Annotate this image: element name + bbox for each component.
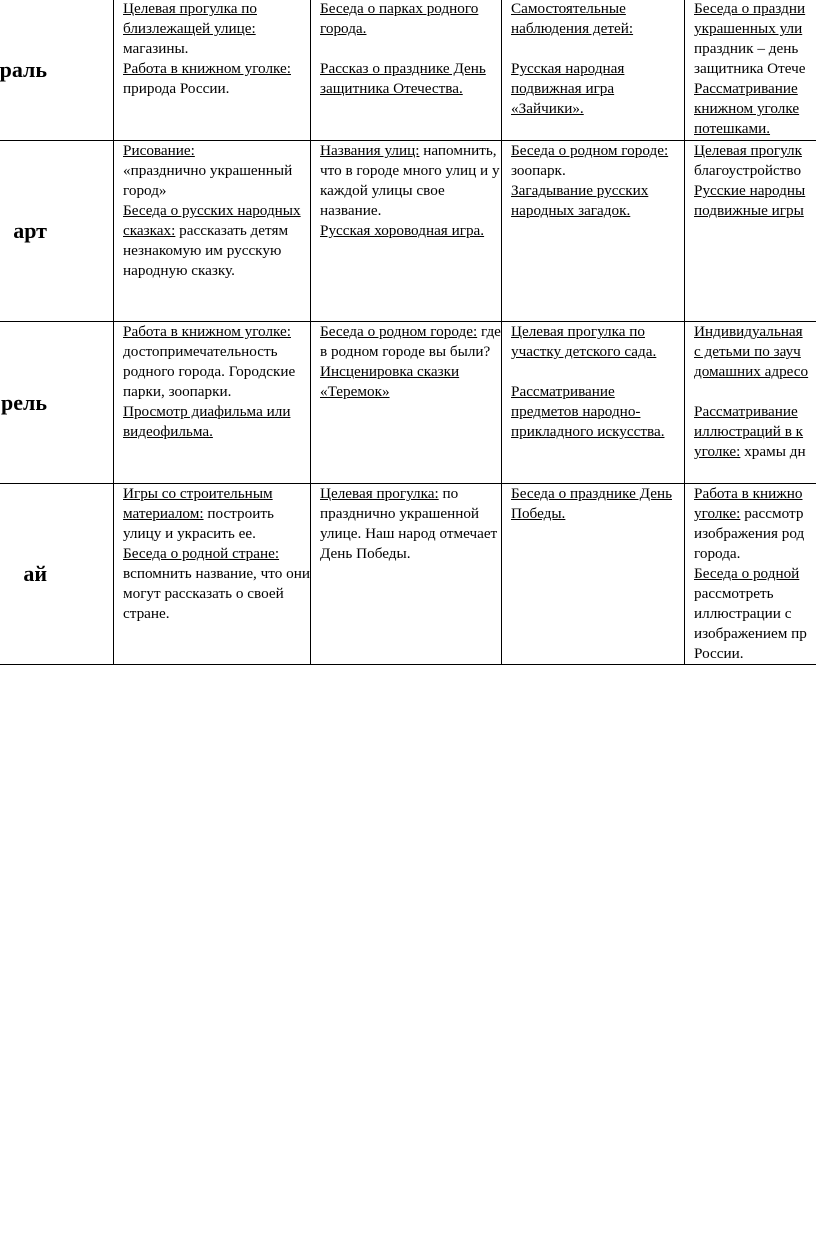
month-label: рель bbox=[1, 389, 47, 415]
activity-body-text: защитника Отече bbox=[694, 60, 806, 77]
activity-body-text: достопримечательность родного города. Городские парки, зоопарки. bbox=[123, 343, 296, 400]
table-row bbox=[0, 484, 816, 665]
activity-body-text: иллюстрации с bbox=[694, 605, 792, 622]
activity-heading-text: Индивидуальная bbox=[694, 323, 803, 340]
activity-heading-text: Беседа о празднике День Победы. bbox=[511, 485, 673, 522]
month-label: арт bbox=[13, 218, 47, 243]
activity-heading-text: Целевая прогулка: bbox=[320, 485, 439, 502]
activity-heading-text: украшенных ули bbox=[694, 20, 803, 37]
activity-body-text: напомнить, что в городе много улиц и у каждой улицы свое название. bbox=[320, 142, 500, 219]
activity-cell bbox=[502, 484, 685, 665]
activity-cell bbox=[685, 141, 816, 322]
table-row bbox=[0, 322, 816, 484]
activity-heading-text: потешками. bbox=[694, 120, 771, 137]
activity-heading-text: иллюстраций в к bbox=[694, 423, 804, 440]
paragraph-gap bbox=[694, 382, 816, 402]
activity-heading-text: с детьми по зауч bbox=[694, 343, 801, 360]
activity-heading-text: Целевая прогулка по близлежащей улице: bbox=[123, 0, 257, 37]
activity-body-text: изображением пр bbox=[694, 625, 807, 642]
activity-heading-text: Рисование: bbox=[123, 142, 195, 159]
month-cell bbox=[0, 141, 114, 322]
activity-cell bbox=[114, 141, 311, 322]
activity-body-text: вспомнить название, что они могут рассказать о своей стране. bbox=[123, 565, 310, 622]
activity-heading-text: Беседа о родной bbox=[694, 565, 800, 582]
activity-cell bbox=[311, 141, 502, 322]
activity-heading-text: Русская хороводная игра. bbox=[320, 222, 485, 239]
paragraph-gap bbox=[511, 362, 684, 382]
activity-body-text: храмы дн bbox=[740, 443, 806, 460]
activity-body-text: зоопарк. bbox=[511, 162, 566, 179]
activity-heading-text: Самостоятельные наблюдения детей: bbox=[511, 0, 634, 37]
activity-heading-text: Работа в книжном уголке: bbox=[123, 323, 291, 340]
activity-heading-text: Беседа о родном городе: bbox=[511, 142, 669, 159]
activity-heading-text: Работа в книжно bbox=[694, 485, 803, 502]
activity-cell bbox=[502, 322, 685, 484]
activity-heading-text: Рассказ о празднике День защитника Отечества. bbox=[320, 60, 486, 97]
activity-heading-text: Рассматривание bbox=[694, 80, 798, 97]
activity-cell bbox=[114, 0, 311, 141]
activity-body-text: построить улицу и украсить ее. bbox=[123, 505, 274, 542]
activity-cell bbox=[502, 0, 685, 141]
month-label: ай bbox=[23, 561, 47, 586]
month-label: раль bbox=[0, 56, 47, 82]
activity-heading-text: книжном уголке bbox=[694, 100, 800, 117]
activity-heading-text: Русская народная подвижная игра «Зайчики». bbox=[511, 60, 625, 117]
paragraph-gap bbox=[511, 39, 684, 59]
activity-body-text: магазины. bbox=[123, 40, 189, 57]
activity-cell bbox=[114, 322, 311, 484]
activity-heading-text: Целевая прогулка по участку детского сада. bbox=[511, 323, 657, 360]
activity-heading-text: Работа в книжном уголке: bbox=[123, 60, 291, 77]
activity-heading-text: Русские народны bbox=[694, 182, 806, 199]
activity-heading-text: Названия улиц: bbox=[320, 142, 420, 159]
activity-heading-text: Рассматривание bbox=[694, 403, 798, 420]
activity-body-text: рассказать детям незнакомую им русскую народную сказку. bbox=[123, 222, 289, 279]
activity-heading-text: подвижные игры bbox=[694, 202, 804, 219]
activity-heading-text: Целевая прогулк bbox=[694, 142, 802, 159]
activity-body-text: где в родном городе вы были? bbox=[320, 323, 501, 360]
activity-heading-text: Беседа о праздни bbox=[694, 0, 806, 17]
activity-body-text: рассмотреть bbox=[694, 585, 774, 602]
activity-body-text: изображения род bbox=[694, 525, 805, 542]
activity-cell bbox=[311, 322, 502, 484]
activity-heading-text: Беседа о родной стране: bbox=[123, 545, 280, 562]
activity-body-text: России. bbox=[694, 645, 744, 662]
activity-heading-text: Беседа о родном городе: bbox=[320, 323, 478, 340]
activity-cell bbox=[685, 0, 816, 141]
activity-cell bbox=[311, 484, 502, 665]
activity-heading-text: Загадывание русских народных загадок. bbox=[511, 182, 649, 219]
activity-cell bbox=[114, 484, 311, 665]
activity-heading-text: уголке: bbox=[694, 443, 741, 460]
activity-body-text: рассмотр bbox=[740, 505, 804, 522]
month-cell bbox=[0, 0, 114, 141]
activity-cell bbox=[685, 322, 816, 484]
activity-heading-text: домашних адресо bbox=[694, 363, 809, 380]
activity-heading-text: Рассматривание предметов народно-прикладного искусства. bbox=[511, 383, 665, 440]
activity-heading-text: Беседа о парках родного города. bbox=[320, 0, 479, 37]
activity-body-text: по празднично украшенной улице. Наш народ отмечает День Победы. bbox=[320, 485, 498, 562]
activity-heading-text: Инсценировка сказки «Теремок» bbox=[320, 363, 460, 400]
activity-body-text: «празднично украшенный город» bbox=[123, 162, 293, 199]
activity-heading-text: уголке: bbox=[694, 505, 741, 522]
activity-body-text: города. bbox=[694, 545, 741, 562]
activity-cell bbox=[685, 484, 816, 665]
activity-heading-text: Просмотр диафильма или видеофильма. bbox=[123, 403, 291, 440]
activity-cell bbox=[311, 0, 502, 141]
activity-heading-text: Игры со строительным материалом: bbox=[123, 485, 273, 522]
month-cell bbox=[0, 484, 114, 665]
activity-heading-text: Беседа о русских народных сказках: bbox=[123, 202, 301, 239]
paragraph-gap bbox=[320, 39, 501, 59]
month-cell bbox=[0, 322, 114, 484]
activity-body-text: природа России. bbox=[123, 80, 230, 97]
table-row bbox=[0, 141, 816, 322]
table-row bbox=[0, 0, 816, 141]
activity-body-text: благоустройство bbox=[694, 162, 802, 179]
activity-cell bbox=[502, 141, 685, 322]
activity-body-text: праздник – день bbox=[694, 40, 799, 57]
